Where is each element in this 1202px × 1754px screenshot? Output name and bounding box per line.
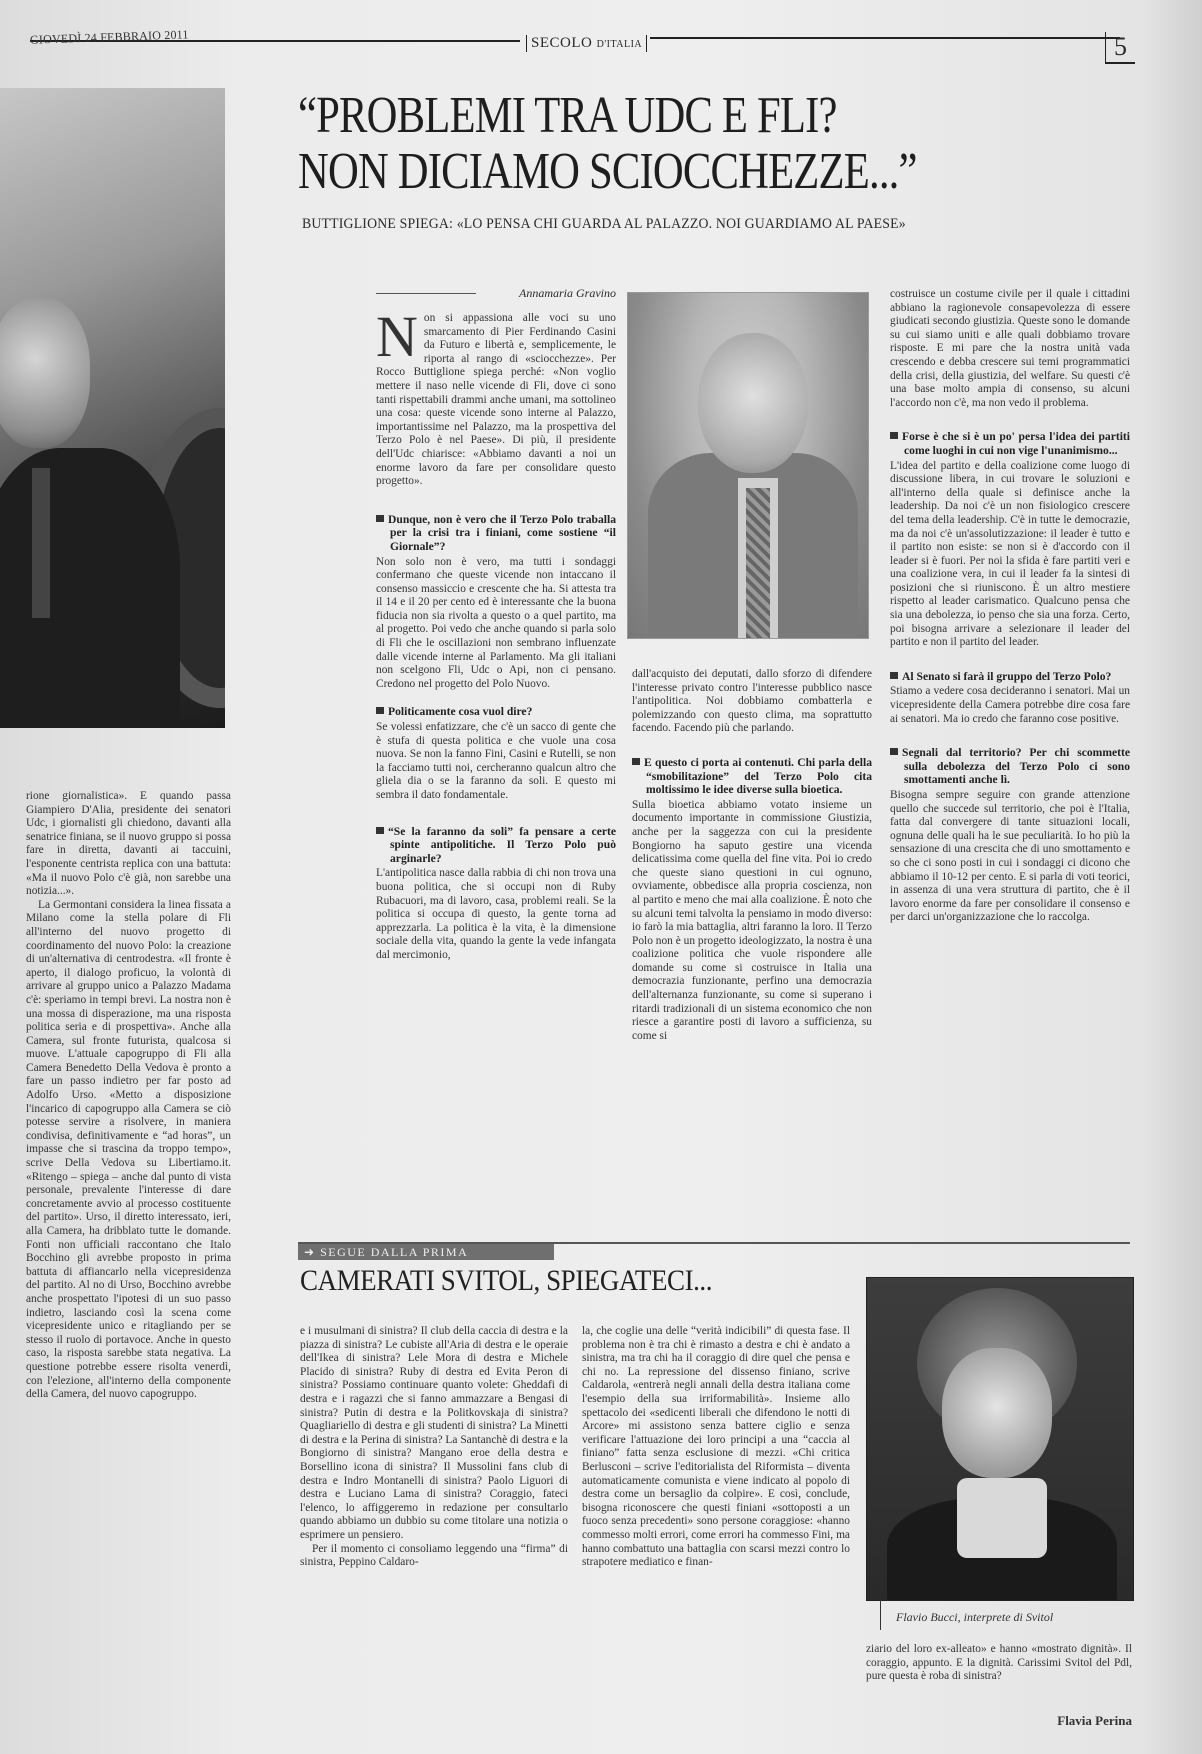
left-paragraph-2: La Germontani considera la linea fissata a Milano come la stella polare di Fli all'interno del nuovo progetto di coordinamento del nuovo Polo: la creazione di un'alternativa di centrodestra. «Il fronte è aperto, il dialogo proficuo, la volontà di arrivare al gruppo unico a Palazzo Madama c'è: speriamo in tempi brevi. La nostra non è una mossa di disperazione, ma una risposta politica seria e di prospettiva». Anche alla Camera, sul fronte futurista, qualcosa si muove. L'attuale capogruppo di Fli alla Camera Benedetto Della Vedova è pronto a fare un passo indietro per far posto ad Adolfo Urso. «Metto a disposizione l'incarico di capogruppo alla Camera se ciò potesse servire a risolvere, in maniera condivisa, definitivamente e “ad horas”, un impasse che si trascina da troppo tempo», scrive Della Vedova su Libertiamo.it. «Ritengo – spiega – anche dal punto di vista personale, prevalente l'interesse di dare concretamente avvio al processo costituente del partito». Urso, il diretto interessato, ieri, alla Camera, ha dribblato tutte le domande. Fonti non ufficiali raccontano che Italo Bocchino gli avrebbe proposto in prima battuta di affiancarlo nella vicepresidenza del partito. Al no di Urso, Bocchino avrebbe anche prospettato l'ipotesi di un suo passo indietro, lasciando così la scena come vicepresidente unico e ritagliando per se stesso il ruolo di portavoce. Anche in questo caso, la risposta sarebbe stata negativa. La questione potrebbe essere risolta venerdì, con l'elezione, all'interno della componente della Camera, del nuovo capogruppo. bbox=[26, 898, 231, 1401]
square-bullet-icon bbox=[890, 672, 898, 679]
newspaper-name bbox=[526, 35, 647, 52]
article-column-2 bbox=[632, 668, 872, 1043]
photo-collar bbox=[957, 1478, 1047, 1558]
answer-1: Non solo non è vero, ma tutti i sondaggi confermano che queste vicende non intaccano il consenso massiccio e crescente che ha. Si attesta tra il 14 e il 20 per cento ed è interessante che la buona fiducia non sia rivolta a questo o a quel partito, ma al progetto. Poi vedo che anche quando si parla solo di Fli che le oscillazioni non sembrano influenzate dalle vicende interne al Parlamento. Ma gli italiani non scelgono Fli, Udc o Api, non ci pensano. Credono nel progetto del Polo Nuovo. bbox=[376, 555, 616, 690]
photo-face bbox=[0, 298, 90, 448]
newspaper-name-small: D'ITALIA bbox=[596, 39, 643, 50]
page-number: 5 bbox=[1105, 32, 1135, 64]
answer-5: L'idea del partito e della coalizione come luogo di discussione libera, in cui trovare le soluzioni e all'interno della quale si definisce anche la leadership. Da noi c'è un non fisiologico crescere del tema della leadership. C'è in tutte le democrazie, ma da noi c'è un'assolutizzazione: il leader è tutto e il partito non esiste: se non si è d'accordo con il leader si è fuori. Per noi la sfida è fare partiti veri e una coalizione vera, in cui il leader fa la sintesi di posizioni che si riuniscono. È un altro mestiere rispetto al leader carismatico. Qualcuno pensa che sia una debolezza, io penso che sia una forza. Certo, poi bisogna arrivare a selezionare il leader del partito e non il partito del leader. bbox=[890, 459, 1130, 649]
article-2-column-1 bbox=[300, 1325, 568, 1570]
question-text: Dunque, non è vero che il Terzo Polo traballa per la crisi tra i finiani, come sostiene “il Giornale”? bbox=[388, 512, 616, 553]
photo-tie bbox=[746, 488, 770, 638]
article-2-col2-p1: la, che coglie una delle “verità indicibili” di questa fase. Il problema non è tra chi è rimasto a destra e chi è andato a sinistra, ma tra chi ha il coraggio di dire quel che pensa e chi no. La repressione del dissenso finiano, scrive Caldarola, «entrerà negli annali della destra italiana come l'esempio della sua irriformabilità». Insieme allo spettacolo dei «sedicenti liberali che difendono le notti di Arcore» mi assistono senza battere ciglio e senza verificare l'attuazione dei loro principi a una “caccia al finiano” fatta senza esclusione di mezzi. «Chi critica Berlusconi – scrive l'editorialista del Riformista – diventa automaticamente comunista e viene indicato al popolo di destra come un bersaglio da colpire». E così, conclude, bisogna riconoscere che questi finiani «sottoposti a un fuoco senza precedenti» sono persone coraggiose: «hanno commesso molti errori, come errori ha commesso Fini, ma hanno combattuto una battaglia con scarsi mezzi contro lo strapotere mediatico e finan- bbox=[582, 1325, 850, 1569]
question-1 bbox=[376, 513, 616, 554]
masthead bbox=[30, 22, 1135, 62]
dropcap: N bbox=[376, 304, 418, 369]
photo-face bbox=[942, 1348, 1052, 1478]
photo-flavio-bucci bbox=[866, 1277, 1134, 1601]
newspaper-name-main: SECOLO bbox=[531, 35, 593, 51]
article-2-col1-p2: Per il momento ci consoliamo leggendo una “firma” di sinistra, Peppino Caldaro- bbox=[300, 1542, 568, 1569]
question-text: Politicamente cosa vuol dire? bbox=[388, 705, 533, 719]
question-text: Al Senato si farà il gruppo del Terzo Polo? bbox=[902, 669, 1112, 683]
answer-6: Stiamo a vedere cosa decideranno i senatori. Mai un vicepresidente della Camera potrebbe dire cosa fare ai senatori. Ma io credo che faranno cose positive. bbox=[890, 685, 1130, 725]
photo-tie bbox=[32, 468, 50, 618]
square-bullet-icon bbox=[376, 515, 384, 522]
question-text: “Se la faranno da soli” fa pensare a certe spinte antipolitiche. Il Terzo Polo può arginarle? bbox=[388, 824, 616, 865]
masthead-rule-right bbox=[650, 37, 1120, 39]
intro-text: on si appassiona alle voci su uno smarcamento di Pier Ferdinando Casini da Futuro e libertà e, semplicemente, le riporta al rango di «sciocchezze». Per Rocco Buttiglione spiega perché: «Non voglio mettere il naso nelle vicende di Fli, dove ci sono tanti rispettabili drammi anche umani, ma sottolineo una cosa: queste vicende sono interne al Palazzo, importantissime nel Palazzo, ma la prospettiva del Terzo Polo è nel Paese». Di più, il presidente dell'Udc chiarisce: «Abbiamo davanti a noi un enorme lavoro da fare per consolidare questo progetto». bbox=[376, 312, 616, 488]
caption-rule bbox=[880, 1600, 881, 1630]
article-column-1 bbox=[376, 304, 616, 963]
headline-line-1: “PROBLEMI TRA UDC E FLI? bbox=[298, 87, 837, 144]
square-bullet-icon bbox=[376, 707, 384, 714]
left-continued-column bbox=[26, 790, 231, 1402]
article-headline bbox=[298, 88, 954, 200]
question-text: Forse è che si è un po' persa l'idea dei partiti come luoghi in cui non vige l'unanimismo... bbox=[902, 430, 1130, 457]
article-2-column-2 bbox=[582, 1325, 850, 1570]
article-subhead: BUTTIGLIONE SPIEGA: «LO PENSA CHI GUARDA AL PALAZZO. NOI GUARDIAMO AL PAESE» bbox=[302, 216, 906, 232]
article-column-3 bbox=[890, 288, 1130, 925]
question-text: Segnali dal territorio? Per chi scommette sulla debolezza del Terzo Polo ci sono smottamenti anche lì. bbox=[902, 746, 1130, 787]
article-2-author: Flavia Perina bbox=[1057, 1713, 1132, 1728]
question-2 bbox=[376, 705, 616, 719]
photo-suit bbox=[0, 448, 180, 728]
headline-line-2: NON DICIAMO SCIOCCHEZZE...” bbox=[298, 143, 917, 200]
left-paragraph-1: rione giornalistica». E quando passa Giampiero D'Alia, presidente dei senatori Udc, i giornalisti gli chiedono, davanti alla senatrice finiana, se il nuovo gruppo si possa fare in diretta, davanti ai taccuini, l'esponente centrista replica con una battuta: «Ma il nuovo Polo c'è già, non sarebbe una notizia...». bbox=[26, 790, 231, 898]
photo-casini bbox=[0, 88, 225, 728]
question-6 bbox=[890, 670, 1130, 684]
square-bullet-icon bbox=[890, 748, 898, 755]
square-bullet-icon bbox=[376, 827, 384, 834]
question-text: E questo ci porta ai contenuti. Chi parla della “smobilitazione” del Terzo Polo cita moltissimo le idee diverse sulla bioetica. bbox=[644, 755, 872, 797]
article-2-title: CAMERATI SVITOL, SPIEGATECI... bbox=[300, 1264, 713, 1297]
question-3 bbox=[376, 825, 616, 866]
section-label: ➜ SEGUE DALLA PRIMA bbox=[298, 1244, 554, 1260]
intro-paragraph bbox=[376, 304, 616, 489]
answer-2: Se volessi enfatizzare, che c'è un sacco di gente che è stufa di questa politica e che vuole una cosa nuova. Se non la fanno Fini, Casini e Rutelli, se non la facciamo tutti noi, cercheranno qualcun altro che gliela dia o se la faranno da soli. E questo mi sembra il dato fondamentale. bbox=[376, 721, 616, 801]
byline bbox=[376, 286, 616, 300]
photo-caption: Flavio Bucci, interprete di Svitol bbox=[896, 1610, 1054, 1624]
article-2-col1-p1: e i musulmani di sinistra? Il club della caccia di destra e la piazza di sinistra? Le cubiste all'Aria di destra e le operaie dell'Ikea di sinistra? Lele Mora di destra e Michele Placido di sinistra? Ruby di destra ed Evita Peron di sinistra? Possiamo continuare quanto volete: Gheddafi di destra e i ragazzi che si fanno ammazzare a Bengasi di sinistra? Putin di destra e la Politkovskaja di sinistra? Quagliariello di destra e gli studenti di sinistra? La Minetti di destra e la Perina di sinistra? La Santanchè di destra e la Bongiorno di sinistra? Mangano eroe della destra e Borsellino icona di sinistra? Il Mussolini fans club di destra e Indro Montanelli di sinistra? Paolo Liguori di destra e Luciano Lama di sinistra? Coraggio, fateci l'elenco, lo affiggeremo in redazione per consultarlo quando abbiamo un dubbio su come titolare una notizia o esprimere un pensiero. bbox=[300, 1325, 568, 1541]
section-label-text: SEGUE DALLA PRIMA bbox=[320, 1245, 469, 1259]
article-2-col3-p1: ziario del loro ex-alleato» e hanno «mostrato dignità». Il coraggio, appunto. E la dignità. Carissimi Svitol del Pdl, pure questa è roba di sinistra? bbox=[866, 1643, 1132, 1683]
author-name: Annamaria Gravino bbox=[519, 286, 616, 300]
issue-date: GIOVEDÌ 24 FEBBRAIO 2011 bbox=[29, 27, 189, 47]
question-5 bbox=[890, 430, 1130, 457]
photo-face bbox=[698, 333, 808, 473]
answer-4: Sulla bioetica abbiamo votato insieme un documento importante in commissione Giustizia, anche per la saggezza con cui la presidente Bongiorno ha saputo gestire una vicenda delicatissima come quella del fine vita. Poi io credo che queste siano questioni in cui ognuno, ovviamente, obbedisce alla propria coscienza, non al partito e meno che mai alla coalizione. È noto che su alcuni temi talvolta la pensiamo in modo diverso: io farò la mia battaglia, altri faranno la loro. Il Terzo Polo non è un progetto ideologizzato, la nostra è una coalizione politica che vuole rispondere alle domande su come si costruisce in Italia una democrazia funzionante, perfino una democrazia dell'alternanza funzionante, su come si superano i ritardi tradizionali di un sistema economico che non riesce a garantire posti di lavoro a sufficienza, su come si bbox=[632, 798, 872, 1042]
answer-7: Bisogna sempre seguire con grande attenzione quello che succede sul territorio, che poi è l'Italia, fatta dal convergere di tante situazioni locali, ognuna delle quali ha le sue peculiarità. Io ho più la sensazione di una crescita che di uno smottamento e so che ci sono posti in cui i sondaggi ci dicono che abbiamo il 10-12 per cento. E si parla di voti teorici, in assenza di una vera struttura di partito, che è il lavoro enorme da fare per consolidare il consenso e per darci un'organizzazione che lo raccolga. bbox=[890, 789, 1130, 924]
answer-3-continued: dall'acquisto dei deputati, dallo sforzo di difendere l'interesse privato contro l'interesse pubblico nasce l'antipolitica. Noi dobbiamo combatterla e polemizzando con questo clima, ma soprattutto facendo. Facendo più che parlando. bbox=[632, 668, 872, 735]
question-4 bbox=[632, 756, 872, 797]
square-bullet-icon bbox=[632, 758, 640, 765]
answer-4-continued: costruisce un costume civile per il quale i cittadini abbiano la ragionevole consapevolezza di essere giudicati secondo giustizia. Queste sono le domande su cui siamo uniti e alle quali dobbiamo trovare risposte. E mi pare che la nostra unità vada crescendo e debba crescere sui temi programmatici della crisi, della giustizia, del welfare. Su questi c'è una base molto ampia di consenso, su alcuni l'accordo non c'è, ma non vedo il problema. bbox=[890, 288, 1130, 409]
article-2-column-3 bbox=[866, 1643, 1132, 1684]
photo-buttiglione bbox=[627, 292, 869, 639]
answer-3: L'antipolitica nasce dalla rabbia di chi non trova una buona politica, che si occupi non di Ruby Rubacuori, ma di lavoro, casa, problemi reali. Se la politica si occupa di questo, la gente torna ad apprezzarla. La politica è la vita, è la dimensione sociale della vita, quando la gente la vede infangata dal mercimonio, bbox=[376, 867, 616, 961]
byline-rule bbox=[376, 293, 476, 294]
square-bullet-icon bbox=[890, 432, 898, 439]
question-7 bbox=[890, 746, 1130, 787]
